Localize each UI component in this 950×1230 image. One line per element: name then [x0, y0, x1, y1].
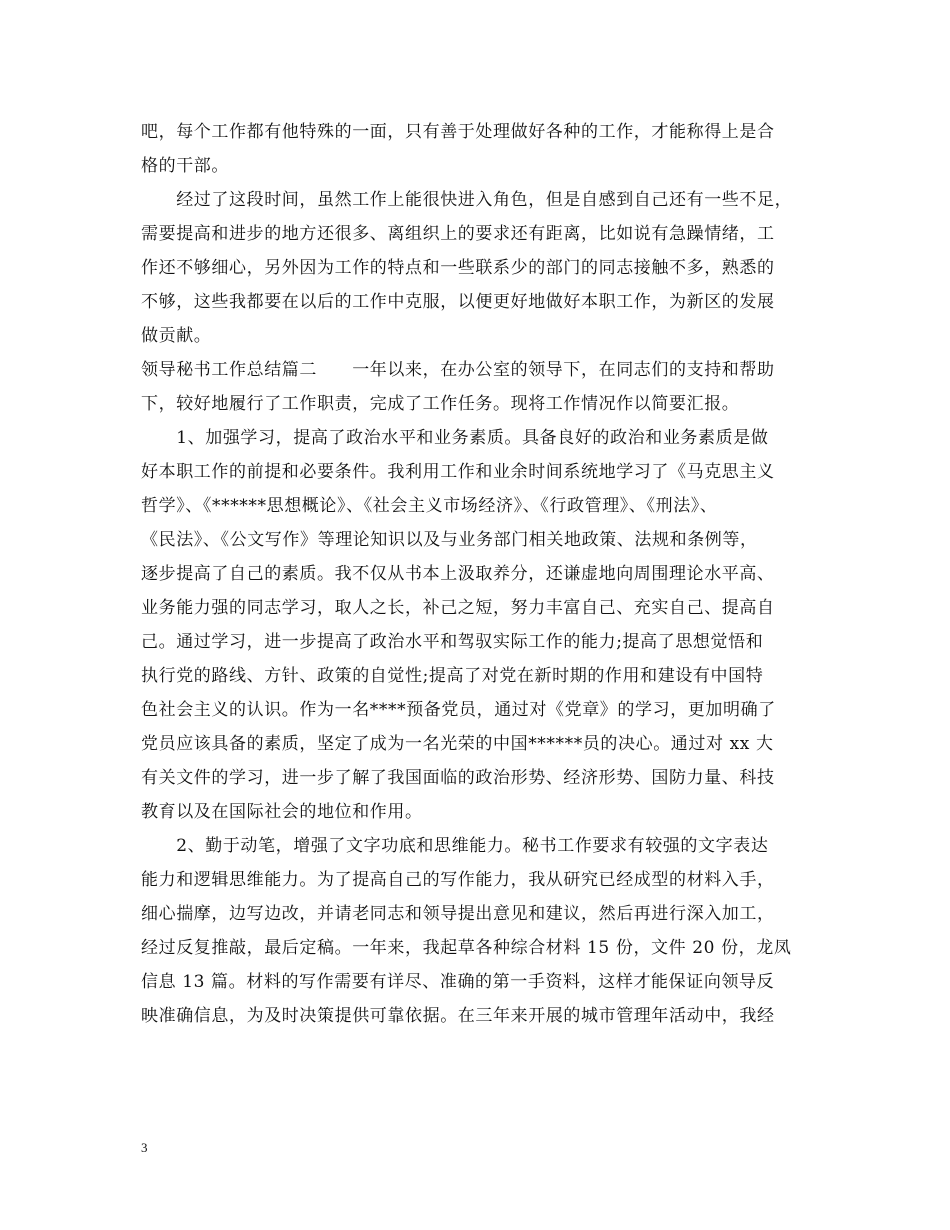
text-line: 下，较好地履行了工作职责，完成了工作任务。现将工作情况作以简要汇报。: [141, 394, 740, 414]
text-line: 《民法》、《公文写作》等理论知识以及与业务部门相关地政策、法规和条例等，: [141, 530, 758, 550]
text-line: 经过了这段时间，虽然工作上能很快进入角色，但是自感到自己还有一些不足，: [141, 190, 793, 210]
text-line: 不够，这些我都要在以后的工作中克服，以便更好地做好本职工作，为新区的发展: [141, 292, 775, 312]
text-line: 吧，每个工作都有他特殊的一面，只有善于处理做好各种的工作，才能称得上是合: [141, 122, 775, 142]
text-line: 做贡献。: [141, 326, 212, 346]
text-line: 需要提高和进步的地方还很多、离组织上的要求还有距离，比如说有急躁情绪，工: [141, 224, 775, 244]
text-line: 己。通过学习，进一步提高了政治水平和驾驭实际工作的能力;提高了思想觉悟和: [141, 632, 764, 652]
text-line: 好本职工作的前提和必要条件。我利用工作和业余时间系统地学习了《马克思主义: [141, 462, 775, 482]
text-line: 1、加强学习，提高了政治水平和业务素质。具备良好的政治和业务素质是做: [141, 428, 769, 448]
text-line: 党员应该具备的素质，坚定了成为一名光荣的中国******员的决心。通过对 xx 大: [141, 734, 774, 754]
text-line: 信息 13 篇。材料的写作需要有详尽、准确的第一手资料，这样才能保证向领导反: [141, 972, 775, 992]
text-line: 经过反复推敲，最后定稿。一年来，我起草各种综合材料 15 份，文件 20 份，龙凤: [141, 938, 792, 958]
text-line: 业务能力强的同志学习，取人之长，补己之短，努力丰富自己、充实自己、提高自: [141, 598, 775, 618]
text-line: 细心揣摩，边写边改，并请老同志和领导提出意见和建议，然后再进行深入加工，: [141, 904, 775, 924]
text-line: 映准确信息，为及时决策提供可靠依据。在三年来开展的城市管理年活动中，我经: [141, 1006, 775, 1026]
text-line: 哲学》、《******思想概论》、《社会主义市场经济》、《行政管理》、《刑法》、: [141, 496, 718, 516]
text-line: 执行党的路线、方针、政策的自觉性;提高了对党在新时期的作用和建设有中国特: [141, 666, 764, 686]
text-line: 2、勤于动笔，增强了文字功底和思维能力。秘书工作要求有较强的文字表达: [141, 836, 769, 856]
text-line: 教育以及在国际社会的地位和作用。: [141, 802, 423, 822]
text-line: 逐步提高了自己的素质。我不仅从书本上汲取养分，还谦虚地向周围理论水平高、: [141, 564, 775, 584]
page-number: 3: [141, 1140, 148, 1155]
text-line: 有关文件的学习，进一步了解了我国面临的政治形势、经济形势、国防力量、科技: [141, 768, 775, 788]
text-line: 能力和逻辑思维能力。为了提高自己的写作能力，我从研究已经成型的材料入手，: [141, 870, 775, 890]
text-line: 色社会主义的认识。作为一名****预备党员，通过对《党章》的学习，更加明确了: [141, 700, 776, 720]
text-line: 格的干部。: [141, 156, 229, 176]
text-line: 作还不够细心，另外因为工作的特点和一些联系少的部门的同志接触不多，熟悉的: [141, 258, 775, 278]
section-heading-line: 领导秘书工作总结篇二 一年以来，在办公室的领导下，在同志们的支持和帮助: [141, 360, 775, 380]
